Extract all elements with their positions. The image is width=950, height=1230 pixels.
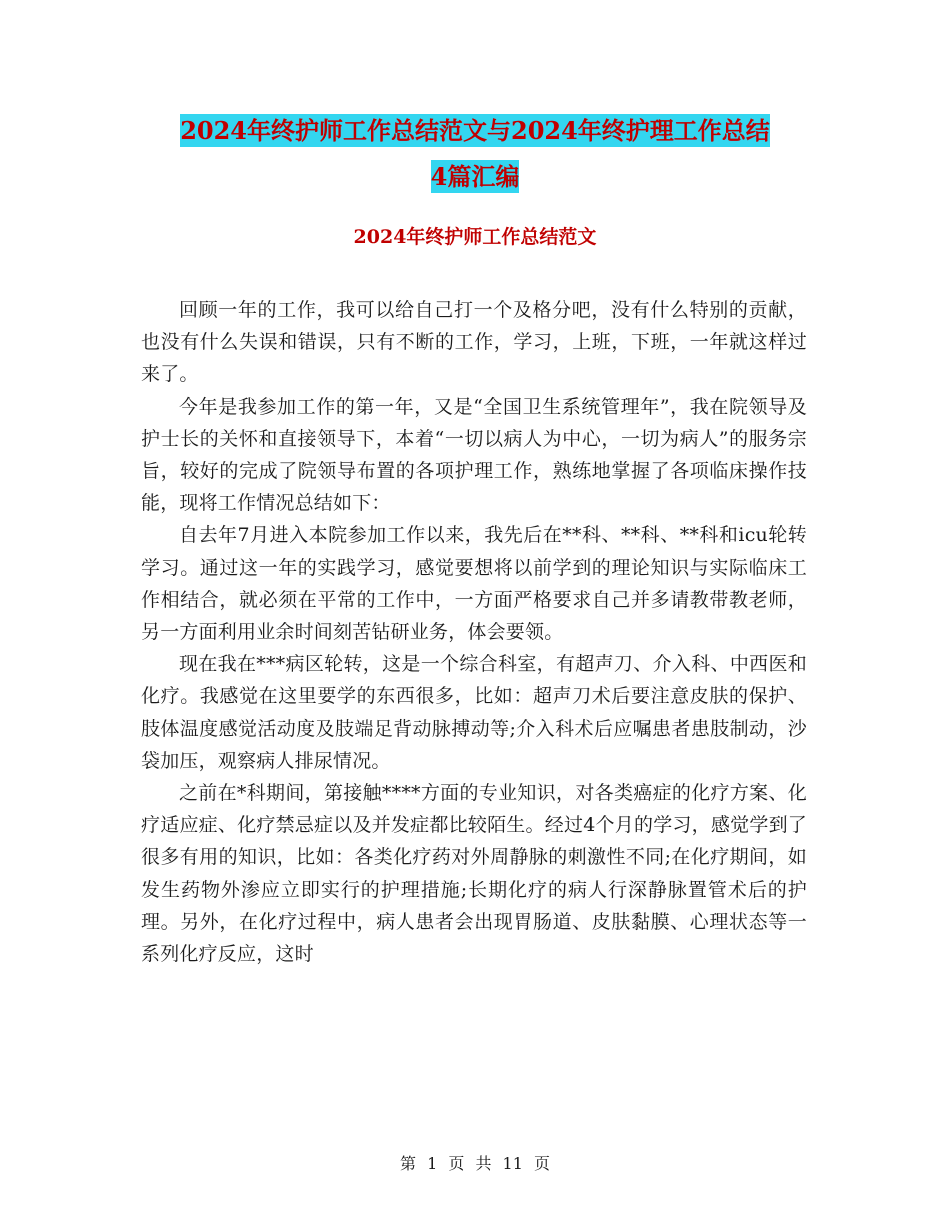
title-line-2: 4篇汇编 <box>430 162 520 191</box>
document-body <box>141 294 807 970</box>
paragraph: 回顾一年的工作，我可以给自己打一个及格分吧，没有什么特别的贡献，也没有什么失误和错误，只有不断的工作，学习，上班，下班，一年就这样过来了。 <box>141 299 807 386</box>
section-title: 2024年终护师工作总结范文 <box>353 226 597 248</box>
page-footer: 第 1 页 共 11 页 <box>400 1154 550 1173</box>
paragraph: 今年是我参加工作的第一年，又是“全国卫生系统管理年”，我在院领导及护士长的关怀和直接领导下，本着“一切以病人为中心，一切为病人”的服务宗旨，较好的完成了院领导布置的各项护理工作，熟练地掌握了各项临床操作技能，现将工作情况总结如下： <box>141 395 807 515</box>
paragraph: 自去年7月进入本院参加工作以来，我先后在**科、**科、**科和icu轮转学习。通过这一年的实践学习，感觉要想将以前学到的理论知识与实际临床工作相结合，就必须在平常的工作中，一方面严格要求自己并多请教带教老师，另一方面利用业余时间刻苦钻研业务，体会要领。 <box>141 524 807 644</box>
document-title <box>0 108 950 200</box>
title-line-1: 2024年终护师工作总结范文与2024年终护理工作总结 <box>180 116 770 145</box>
paragraph: 现在我在***病区轮转，这是一个综合科室，有超声刀、介入科、中西医和化疗。我感觉在这里要学的东西很多，比如：超声刀术后要注意皮肤的保护、肢体温度感觉活动度及肢端足背动脉搏动等;介入科术后应嘱患者患肢制动，沙袋加压，观察病人排尿情况。 <box>141 653 807 772</box>
paragraph: 之前在*科期间，第接触****方面的专业知识，对各类癌症的化疗方案、化疗适应症、化疗禁忌症以及并发症都比较陌生。经过4个月的学习，感觉学到了很多有用的知识，比如：各类化疗药对外周静脉的刺激性不同;在化疗期间，如发生药物外渗应立即实行的护理措施;长期化疗的病人行深静脉置管术后的护理。另外，在化疗过程中，病人患者会出现胃肠道、皮肤黏膜、心理状态等一系列化疗反应，这时 <box>141 782 807 966</box>
